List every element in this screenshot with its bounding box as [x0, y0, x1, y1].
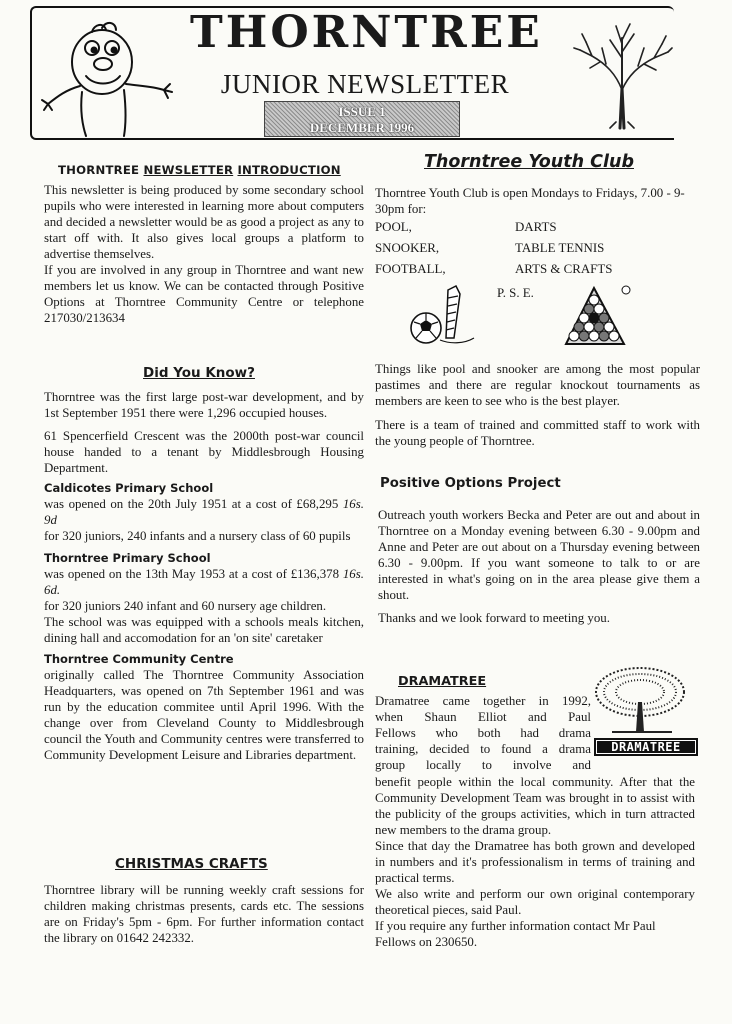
thorntree-primary-paragraph	[44, 566, 364, 598]
dramatree-performance-paragraph: We also write and perform our own original contemporary theoretical pieces, said Paul.	[375, 887, 695, 917]
issue-banner	[264, 101, 460, 137]
bare-tree-illustration	[572, 18, 674, 130]
activity-item: P. S. E.	[497, 286, 534, 300]
dramatree-intro-line: Dramatree came together in 1992,	[375, 694, 591, 708]
caldicotes-cost-italic: 16s. 9d	[44, 497, 364, 527]
dramatree-logo-label: DRAMATREE	[594, 738, 698, 756]
school-equipment-paragraph: The school was was equipped with a schools meals kitchen, dining hall and accomodation for an 'on site' caretaker	[44, 615, 364, 645]
dramatree-intro-line: when Shaun Elliot and Paul	[375, 710, 591, 724]
christmas-crafts-heading: CHRISTMAS CRAFTS	[115, 856, 268, 872]
caldicotes-pupils-paragraph: for 320 juniors, 240 infants and a nursery class of 60 pupils	[44, 529, 351, 543]
issue-number: ISSUE 1	[338, 104, 386, 119]
activity-item: ARTS & CRAFTS	[515, 262, 613, 276]
intro-heading	[58, 163, 341, 177]
council-house-paragraph: 61 Spencerfield Crescent was the 2000th post-war council house handed to a tenant by Middlesbrough Housing Department.	[44, 429, 364, 475]
dramatree-intro	[375, 693, 591, 773]
intro-section	[44, 182, 364, 326]
activity-item: DARTS	[515, 220, 557, 234]
activity-item: TABLE TENNIS	[515, 241, 605, 255]
caldicotes-heading: Caldicotes Primary School	[44, 481, 214, 495]
intro-heading-introduction: INTRODUCTION	[237, 163, 341, 177]
positive-options-section	[378, 507, 700, 626]
community-centre-paragraph: originally called The Thorntree Community Association Headquarters, was opened on 7th September 1961 and was run by the education commitee until April 1996. With the change over from Cleveland County to Middlesbrough council the Youth and Community centres were transferred to Community Development Leisure and Libraries department.	[44, 668, 364, 762]
issue-date: DECEMBER 1996	[309, 120, 415, 135]
intro-heading-thorntree: THORNTREE	[58, 163, 140, 177]
positive-options-heading: Positive Options Project	[380, 476, 561, 491]
youth-club-details	[375, 361, 700, 449]
youth-club-opening-hours: Thorntree Youth Club is open Mondays to Fridays, 7.00 - 9-30pm for:	[375, 186, 685, 216]
did-you-know-heading: Did You Know?	[143, 365, 255, 381]
dramatree-intro-line: training, decided to found a drama	[375, 742, 591, 756]
newsletter-masthead: THORNTREE	[190, 7, 543, 58]
pool-balls-triangle-illustration	[560, 284, 634, 352]
cartoon-mascot-illustration	[40, 20, 180, 138]
intro-heading-newsletter: NEWSLETTER	[143, 163, 234, 177]
outreach-paragraph: Outreach youth workers Becka and Peter are out and about in Thorntree on a Monday evening between 6.30 - 9.00pm and Anne and Peter are out about on a Thursday evening between 6.30 - 9.00pm. If you want someone to talk to or are interested in what's going on in the area please give them a shout.	[378, 508, 700, 602]
thorntree-primary-heading: Thorntree Primary School	[44, 551, 211, 565]
pool-snooker-paragraph: Things like pool and snooker are among the most popular pastimes and there are regular knockout tournaments as members are keen to see who is the best player.	[375, 362, 700, 408]
dramatree-growth-paragraph: Since that day the Dramatree has both grown and developed in numbers and it's professionalism in terms of training and practical terms.	[375, 839, 695, 885]
newsletter-subtitle: JUNIOR NEWSLETTER	[220, 69, 510, 99]
caldicotes-cost-text: was opened on the 20th July 1951 at a cost of £68,295	[44, 497, 343, 511]
dramatree-intro-line: Fellows who both had drama	[375, 726, 591, 740]
christmas-crafts-paragraph: Thorntree library will be running weekly craft sessions for children making christmas presents, cards etc. The sessions are on Friday's 5pm - 6pm. For further information contact the library on 01642 242332.	[44, 883, 364, 945]
activity-item: POOL,	[375, 220, 412, 234]
dramatree-community-paragraph: benefit people within the local community. After that the Community Development Team was brought in to assist with the publicity of the groups activities, which in turn attracted new members to the drama group.	[375, 775, 695, 837]
intro-paragraph: This newsletter is being produced by some secondary school pupils who were interested in learning more about computers and decided a newsletter would be as good a project as any to start off with. It also gives local groups a platform to advertise themselves.	[44, 183, 364, 261]
thorntree-primary-pupils-paragraph: for 320 juniors 240 infant and 60 nursery age children.	[44, 599, 327, 613]
youth-club-heading: Thorntree Youth Club	[424, 152, 634, 172]
activity-item: SNOOKER,	[375, 241, 440, 255]
thorntree-primary-cost-text: was opened on the 13th May 1953 at a cost of £136,378	[44, 567, 343, 581]
thorntree-primary-cost-italic: 16s. 6d.	[44, 567, 364, 597]
did-you-know-section	[44, 389, 364, 763]
staff-paragraph: There is a team of trained and committed staff to work with the young people of Thorntree.	[375, 418, 700, 448]
caldicotes-paragraph	[44, 496, 364, 528]
christmas-crafts-section	[44, 882, 364, 946]
development-paragraph: Thorntree was the first large post-war development, and by 1st September 1951 there were 1,296 occupied houses.	[44, 390, 364, 420]
community-centre-heading: Thorntree Community Centre	[44, 652, 234, 666]
intro-contact-paragraph: If you are involved in any group in Thorntree and want new members let us know. We can be contacted through Positive Options at Thorntree Community Centre or telephone 217030/213634	[44, 263, 364, 325]
dramatree-heading: DRAMATREE	[398, 674, 487, 689]
dramatree-section	[375, 774, 695, 950]
leafy-tree-illustration	[592, 664, 688, 736]
thanks-paragraph: Thanks and we look forward to meeting you.	[378, 611, 610, 625]
dramatree-contact-paragraph: If you require any further information contact Mr Paul Fellows on 230650.	[375, 919, 656, 949]
dramatree-intro-line: group locally to involve and	[375, 758, 591, 772]
youth-club-intro	[375, 185, 700, 217]
football-and-bat-illustration	[408, 284, 480, 348]
activity-item: FOOTBALL,	[375, 262, 446, 276]
